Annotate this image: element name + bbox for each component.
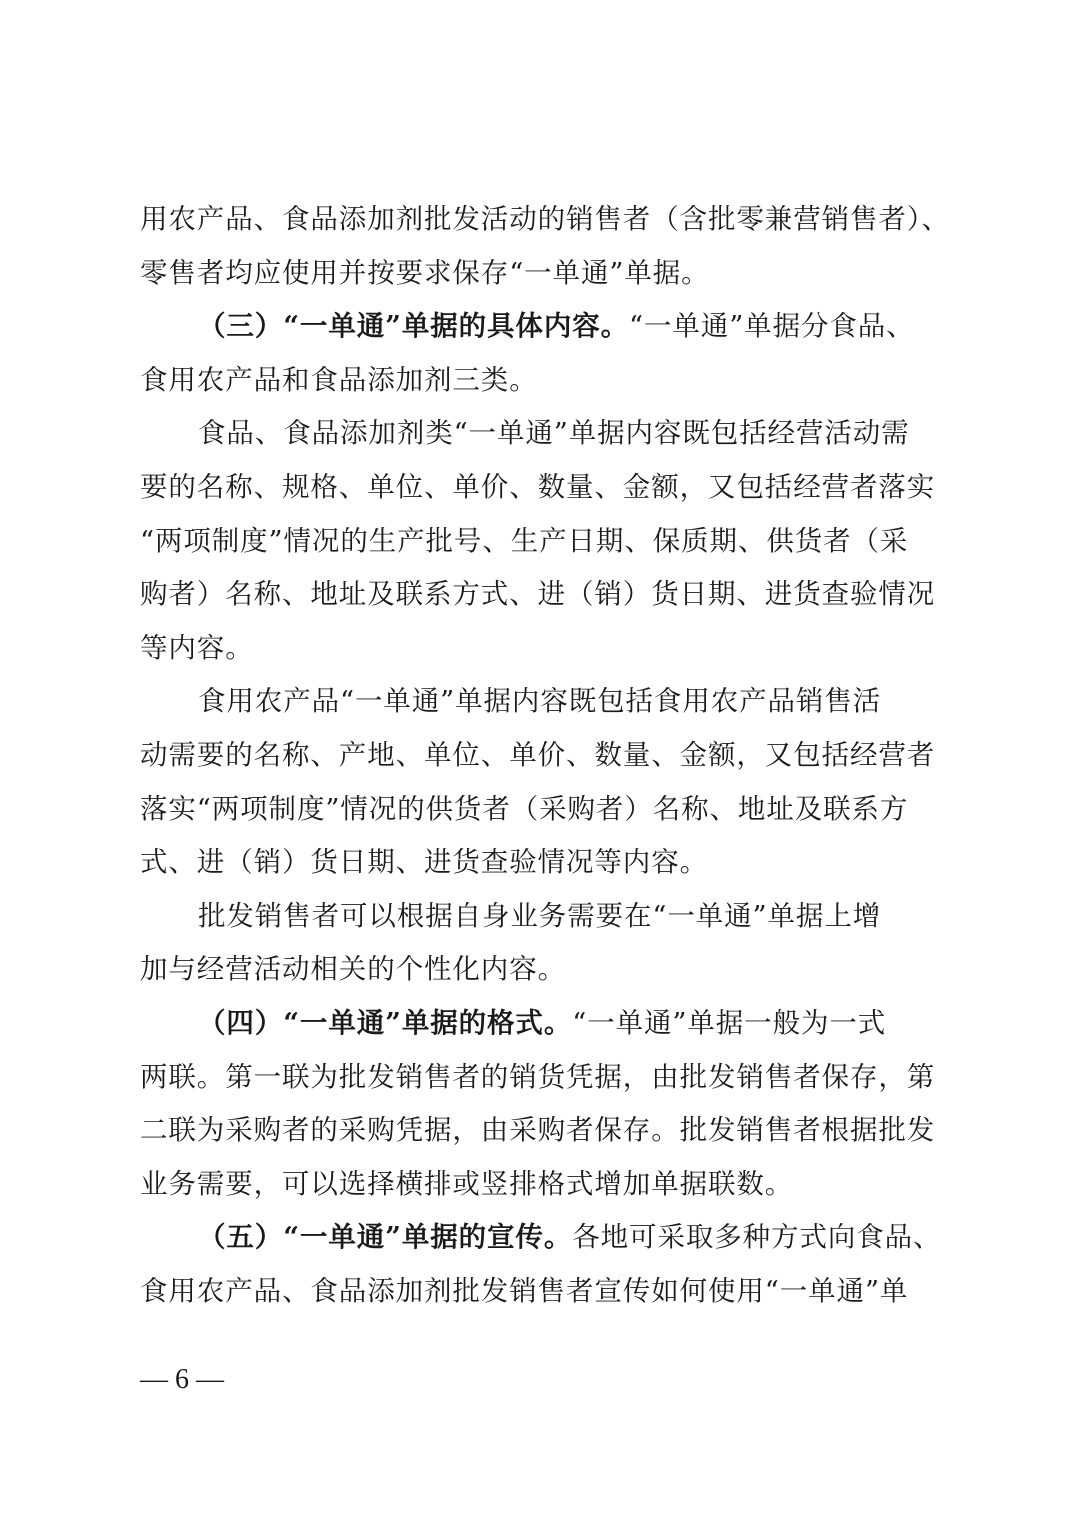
text-span: “一单通”单据分食品、	[629, 310, 915, 343]
section-heading-4: （四）“一单通”单据的格式。	[198, 1006, 573, 1039]
text-line: 动需要的名称、产地、单位、单价、数量、金额，又包括经营者	[140, 738, 936, 771]
text-line: 用农产品、食品添加剂批发活动的销售者（含批零兼营销售者）、	[140, 203, 950, 235]
text-line: 落实“两项制度”情况的供货者（采购者）名称、地址及联系方	[140, 792, 909, 825]
section-heading-3: （三）“一单通”单据的具体内容。	[198, 310, 630, 343]
text-line: 加与经营活动相关的个性化内容。	[140, 953, 566, 986]
text-span: “一单通”单据一般为一式	[572, 1006, 887, 1039]
text-line: 式、进（销）货日期、进货查验情况等内容。	[140, 846, 708, 879]
section-heading-line	[140, 1211, 942, 1265]
text-line: 食用农产品和食品添加剂三类。	[140, 363, 538, 396]
section-heading-line	[140, 997, 936, 1051]
section-heading-5: （五）“一单通”单据的宣传。	[198, 1221, 573, 1254]
text-line: 二联为采购者的采购凭据，由采购者保存。批发销售者根据批发	[140, 1114, 936, 1147]
text-line: 食品、食品添加剂类“一单通”单据内容既包括经营活动需	[198, 417, 910, 450]
text-line: 等内容。	[140, 631, 254, 664]
text-line: “两项制度”情况的生产批号、生产日期、保质期、供货者（采	[140, 524, 909, 557]
text-line: 零售者均应使用并按要求保存“一单通”单据。	[140, 256, 710, 289]
text-line: 两联。第一联为批发销售者的销货凭据，由批发销售者保存，第	[140, 1060, 936, 1093]
body-text	[140, 193, 950, 1318]
text-line: 食用农产品、食品添加剂批发销售者宣传如何使用“一单通”单	[140, 1274, 909, 1307]
text-span: 各地可采取多种方式向食品、	[572, 1221, 942, 1254]
section-heading-line	[140, 300, 936, 354]
text-line: 批发销售者可以根据自身业务需要在“一单通”单据上增	[198, 899, 882, 932]
text-line: 要的名称、规格、单位、单价、数量、金额，又包括经营者落实	[140, 470, 936, 503]
text-line: 购者）名称、地址及联系方式、进（销）货日期、进货查验情况	[140, 578, 936, 611]
text-line: 业务需要，可以选择横排或竖排格式增加单据联数。	[140, 1167, 794, 1200]
text-line: 食用农产品“一单通”单据内容既包括食用农产品销售活	[198, 685, 882, 718]
page-number: — 6 —	[140, 1364, 224, 1395]
